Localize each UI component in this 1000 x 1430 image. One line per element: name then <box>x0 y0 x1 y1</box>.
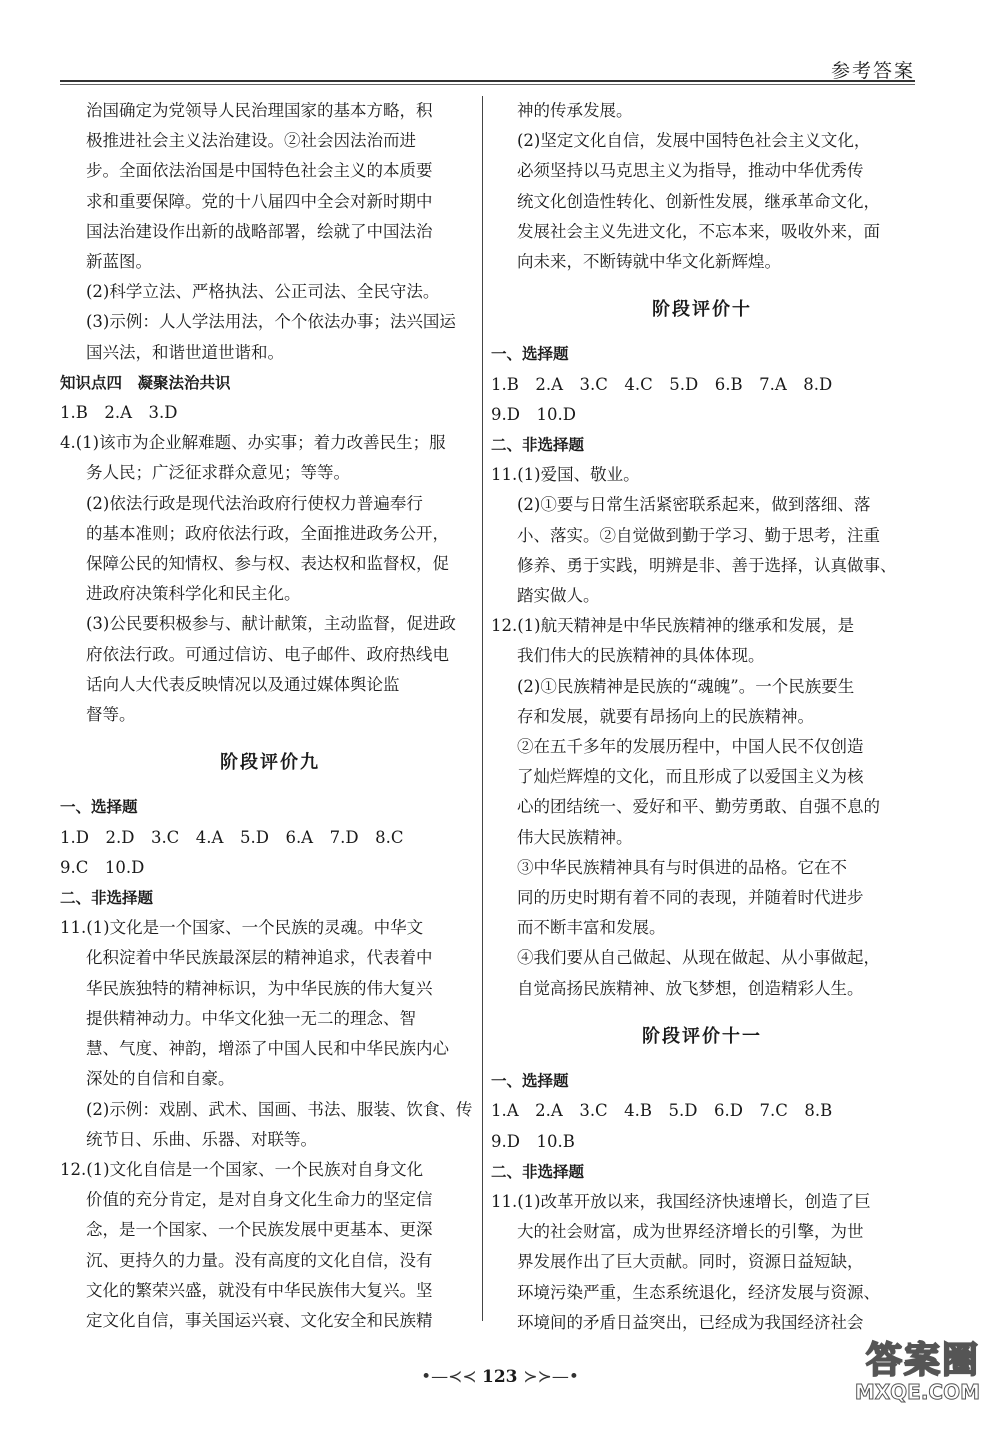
footer-ornament-left: •—≺≺ <box>421 1367 482 1387</box>
text-line: 保障公民的知情权、参与权、表达权和监督权，促 <box>86 554 449 574</box>
text-line: 1.A 2.A 3.C 4.B 5.D 6.D 7.C 8.B <box>491 1101 833 1121</box>
text-line: 的基本准则；政府依法行政，全面推进政务公开， <box>86 523 449 543</box>
text-line: 界发展作出了巨大贡献。同时，资源日益短缺， <box>517 1252 864 1272</box>
section-title: 阶段评价十 <box>652 299 752 321</box>
text-line: 踏实做人。 <box>517 586 600 606</box>
text-line: 定文化自信，事关国运兴衰、文化安全和民族精 <box>86 1310 433 1330</box>
text-line: 心的团结统一、爱好和平、勤劳勇敢、自强不息的 <box>517 797 880 817</box>
text-line: 深处的自信和自豪。 <box>86 1069 235 1089</box>
section-heading: 二、非选择题 <box>60 889 154 908</box>
text-line: 自觉高扬民族精神、放飞梦想，创造精彩人生。 <box>517 978 864 998</box>
section-heading: 二、非选择题 <box>491 1162 585 1181</box>
text-line: 11.(1)改革开放以来，我国经济快速增长，创造了巨 <box>491 1191 871 1211</box>
text-line: 伟大民族精神。 <box>517 827 633 847</box>
text-line: 了灿烂辉煌的文化，而且形成了以爱国主义为核 <box>517 767 864 787</box>
text-line: 1.B 2.A 3.D <box>60 403 178 423</box>
text-line: 发展社会主义先进文化，不忘本来，吸收外来，面 <box>517 221 880 241</box>
section-heading: 一、选择题 <box>491 345 569 364</box>
watermark <box>790 1332 980 1412</box>
text-line: (3)公民要积极参与、献计献策，主动监督，促进政 <box>86 614 456 634</box>
text-line: 提供精神动力。中华文化独一无二的理念、智 <box>86 1008 416 1028</box>
text-line: 督等。 <box>86 705 136 725</box>
text-line: 修养、勇于实践，明辨是非、善于选择，认真做事、 <box>517 555 897 575</box>
section-title: 阶段评价九 <box>220 752 320 774</box>
watermark-url: MXQE.COM <box>854 1380 980 1404</box>
header-title: 参考答案 <box>830 60 915 82</box>
text-line: (2)①要与日常生活紧密联系起来，做到落细、落 <box>517 495 871 515</box>
text-line: 环境污染严重，生态系统退化，经济发展与资源、 <box>517 1282 880 1302</box>
text-line: 慧、气度、神韵，增添了中国人民和中华民族内心 <box>86 1039 449 1059</box>
text-line: 府依法行政。可通过信访、电子邮件、政府热线电 <box>86 644 449 664</box>
text-line: 9.D 10.B <box>491 1131 575 1151</box>
text-line: 而不断丰富和发展。 <box>517 918 666 938</box>
footer-ornament-right: ≻≻—• <box>523 1367 579 1387</box>
text-line: (2)①民族精神是民族的“魂魄”。一个民族要生 <box>517 676 855 696</box>
page-number: 123 <box>481 1367 518 1387</box>
text-line: 华民族独特的精神标识，为中华民族的伟大复兴 <box>86 978 433 998</box>
text-line: 统文化创造性转化、创新性发展，继承革命文化， <box>517 191 880 211</box>
text-line: 求和重要保障。党的十八届四中全会对新时期中 <box>86 191 433 211</box>
text-line: 小、落实。②自觉做到勤于学习、勤于思考，注重 <box>517 525 880 545</box>
text-line: 国法治建设作出新的战略部署，绘就了中国法治 <box>86 221 433 241</box>
text-line: (2)示例：戏剧、武术、国画、书法、服装、饮食、传 <box>86 1099 473 1119</box>
text-line: ③中华民族精神具有与时俱进的品格。它在不 <box>517 857 847 877</box>
column-divider <box>482 96 483 1321</box>
text-line: ②在五千多年的发展历程中，中国人民不仅创造 <box>517 737 864 757</box>
text-line: 必须坚持以马克思主义为指导，推动中华优秀传 <box>517 161 864 181</box>
text-line: 我们伟大的民族精神的具体体现。 <box>517 646 765 666</box>
text-line: 念，是一个国家、一个民族发展中更基本、更深 <box>86 1220 433 1240</box>
section-heading: 二、非选择题 <box>491 436 585 455</box>
text-line: 向未来，不断铸就中华文化新辉煌。 <box>517 252 781 272</box>
section-heading: 一、选择题 <box>491 1072 569 1091</box>
text-line: 9.D 10.D <box>491 404 576 424</box>
text-line: (2)科学立法、严格执法、公正司法、全民守法。 <box>86 282 440 302</box>
text-line: 国兴法，和谐世道世谐和。 <box>86 342 284 362</box>
text-line: 步。全面依法治国是中国特色社会主义的本质要 <box>86 161 433 181</box>
text-line: 存和发展，就要有昂扬向上的民族精神。 <box>517 706 814 726</box>
text-line: 沉、更持久的力量。没有高度的文化自信，没有 <box>86 1250 433 1270</box>
watermark-logo: 答案圈 <box>865 1340 980 1381</box>
text-line: 1.D 2.D 3.C 4.A 5.D 6.A 7.D 8.C <box>60 827 404 847</box>
text-line: 化积淀着中华民族最深层的精神追求，代表着中 <box>86 948 433 968</box>
text-line: 新蓝图。 <box>86 252 152 272</box>
text-line: 9.C 10.D <box>60 857 145 877</box>
text-line: 价值的充分肯定，是对自身文化生命力的坚定信 <box>86 1190 433 1210</box>
text-line: 12.(1)文化自信是一个国家、一个民族对自身文化 <box>60 1159 424 1179</box>
text-line: 进政府决策科学化和民主化。 <box>86 584 301 604</box>
section-heading: 一、选择题 <box>60 798 138 817</box>
header-rule-thin <box>60 84 915 85</box>
section-heading: 知识点四 凝聚法治共识 <box>60 373 231 392</box>
text-line: 4.(1)该市为企业解难题、办实事；着力改善民生；服 <box>60 433 446 453</box>
text-line: 话向人大代表反映情况以及通过媒体舆论监 <box>86 674 400 694</box>
text-line: 神的传承发展。 <box>517 101 633 120</box>
text-line: 大的社会财富，成为世界经济增长的引擎，为世 <box>517 1222 864 1242</box>
text-line: 治国确定为党领导人民治理国家的基本方略，积 <box>86 101 433 120</box>
text-line: 11.(1)文化是一个国家、一个民族的灵魂。中华文 <box>60 918 424 938</box>
text-line: 同的历史时期有着不同的表现，并随着时代进步 <box>517 888 864 908</box>
text-line: 务人民；广泛征求群众意见；等等。 <box>86 463 350 483</box>
header-rule <box>60 80 915 82</box>
text-line: (3)示例：人人学法用法，个个依法办事；法兴国运 <box>86 312 456 332</box>
text-line: 12.(1)航天精神是中华民族精神的继承和发展，是 <box>491 616 855 636</box>
text-line: 11.(1)爱国、敬业。 <box>491 465 640 485</box>
text-line: 环境间的矛盾日益突出，已经成为我国经济社会 <box>517 1312 864 1332</box>
text-line: 文化的繁荣兴盛，就没有中华民族伟大复兴。坚 <box>86 1280 433 1300</box>
text-line: (2)依法行政是现代法治政府行使权力普遍奉行 <box>86 493 423 513</box>
text-line: 统节日、乐曲、乐器、对联等。 <box>86 1129 317 1149</box>
text-line: ④我们要从自己做起、从现在做起、从小事做起， <box>517 948 880 968</box>
left-column <box>60 96 480 1336</box>
text-line: 1.B 2.A 3.C 4.C 5.D 6.B 7.A 8.D <box>491 374 833 394</box>
text-line: (2)坚定文化自信，发展中国特色社会主义文化， <box>517 131 871 151</box>
section-title: 阶段评价十一 <box>642 1025 762 1047</box>
text-line: 极推进社会主义法治建设。②社会因法治而进 <box>86 131 416 151</box>
right-column <box>491 96 913 1338</box>
